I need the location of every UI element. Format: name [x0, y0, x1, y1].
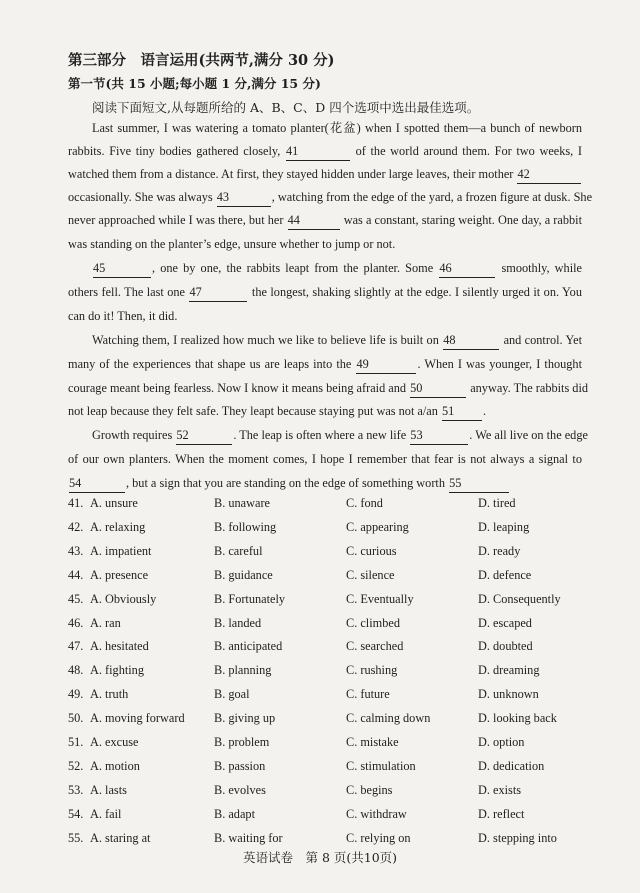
passage-line — [92, 425, 588, 445]
blank-52: 52 — [176, 428, 232, 445]
option-c: C. Eventually — [346, 591, 414, 606]
question-number: 52. — [68, 758, 84, 773]
option-b: B. problem — [214, 735, 270, 749]
passage-text: can do it! Then, it did. — [68, 309, 178, 323]
passage-line — [68, 378, 589, 398]
passage-text: the longest, shaking slightly at the edge. I silently urged it on. You — [248, 285, 582, 299]
option-d: D. option — [478, 735, 525, 749]
passage-line — [68, 141, 582, 161]
passage-text: . When I was younger, I thought — [417, 357, 582, 371]
option-d: D. reflect — [478, 806, 525, 821]
passage-text: . — [482, 404, 487, 418]
passage-text: others fell. The last one — [68, 285, 189, 299]
option-d: D. leaping — [478, 519, 530, 534]
option-row — [68, 828, 588, 848]
option-d: D. dreaming — [478, 663, 540, 678]
option-row — [68, 589, 588, 609]
option-row — [68, 804, 588, 824]
blank-49: 49 — [356, 357, 416, 374]
question-number: 45. — [68, 591, 84, 606]
blank-48: 48 — [443, 333, 499, 350]
passage-line — [68, 187, 593, 207]
option-c: C. mistake — [346, 735, 399, 749]
option-b: B. guidance — [214, 567, 273, 582]
question-number: 44. — [68, 567, 84, 582]
blank-47: 47 — [189, 285, 247, 302]
passage-text: . We all live on the edge — [469, 428, 588, 442]
option-row — [68, 541, 588, 561]
option-c: C. appearing — [346, 519, 409, 534]
option-d: D. tired — [478, 496, 516, 510]
question-number: 54. — [68, 806, 84, 821]
option-b: B. unaware — [214, 496, 270, 510]
option-d: D. dedication — [478, 758, 545, 773]
passage-line — [92, 118, 582, 138]
option-b: B. evolves — [214, 782, 266, 797]
passage-text: Growth requires — [92, 428, 176, 442]
question-number: 46. — [68, 615, 84, 630]
option-d: D. looking back — [478, 711, 557, 726]
instruction-text: 阅读下面短文,从每题所给的 A、B、C、D 四个选项中选出最佳选项。 — [92, 100, 480, 115]
option-row — [68, 756, 588, 776]
option-a: A. impatient — [90, 543, 152, 558]
option-b: B. careful — [214, 543, 263, 558]
option-b: B. landed — [214, 615, 262, 630]
option-b: B. Fortunately — [214, 591, 286, 606]
option-b: B. passion — [214, 758, 266, 773]
option-b: B. waiting for — [214, 830, 283, 845]
option-c: C. searched — [346, 639, 404, 654]
option-a: A. Obviously — [90, 591, 157, 606]
option-d: D. ready — [478, 543, 521, 558]
option-d: D. defence — [478, 567, 532, 582]
section-title: 第一节(共 15 小题;每小题 1 分,满分 15 分) — [68, 76, 321, 91]
option-a: A. truth — [90, 687, 129, 702]
option-b: B. following — [214, 519, 277, 534]
option-row — [68, 732, 588, 752]
passage-text: . The leap is often where a new life — [233, 428, 410, 442]
option-c: C. withdraw — [346, 806, 407, 821]
passage-text: Watching them, I realized how much we like to believe life is built on — [92, 333, 443, 347]
passage-text: was a constant, staring weight. One day, a rabbit — [340, 213, 582, 227]
blank-50: 50 — [410, 381, 466, 398]
passage-text: , watching from the edge of the yard, a frozen figure at dusk. She — [271, 190, 593, 204]
passage-text: never approached while I was there, but her — [68, 213, 287, 227]
option-row — [68, 708, 588, 728]
option-d: D. unknown — [478, 687, 539, 702]
option-c: C. relying on — [346, 830, 411, 845]
passage-line — [68, 164, 582, 184]
option-c: C. fond — [346, 496, 383, 510]
option-row — [68, 493, 588, 513]
option-a: A. hesitated — [90, 639, 149, 654]
passage-text: many of the experiences that shape us are leaps into the — [68, 357, 356, 371]
blank-44: 44 — [288, 213, 340, 230]
question-number: 53. — [68, 782, 84, 797]
passage-text: not leap because they felt safe. They leapt because staying put was not a/an — [68, 404, 441, 418]
option-row — [68, 660, 588, 680]
option-c: C. begins — [346, 782, 393, 797]
option-row — [68, 517, 588, 537]
option-a: A. lasts — [90, 782, 127, 797]
blank-55: 55 — [449, 476, 509, 493]
question-number: 47. — [68, 639, 84, 654]
passage-line — [92, 258, 582, 278]
option-d: D. doubted — [478, 639, 533, 654]
option-c: C. stimulation — [346, 758, 416, 773]
option-row — [68, 613, 588, 633]
option-a: A. moving forward — [90, 711, 185, 726]
passage-text: was standing on the planter’s edge, unsure whether to jump or not. — [68, 237, 396, 251]
passage-text: anyway. The rabbits did — [467, 381, 589, 395]
passage-line — [68, 473, 582, 493]
passage-text: , but a sign that you are standing on the edge of something worth — [126, 476, 449, 490]
option-row — [68, 565, 588, 585]
option-a: A. presence — [90, 567, 149, 582]
passage-line — [68, 306, 582, 326]
option-row — [68, 684, 588, 704]
option-a: A. relaxing — [90, 519, 146, 534]
option-c: C. future — [346, 687, 390, 702]
question-number: 48. — [68, 663, 84, 678]
blank-53: 53 — [410, 428, 468, 445]
passage-text: and control. Yet — [500, 333, 583, 347]
question-number: 51. — [68, 735, 84, 749]
option-row — [68, 780, 588, 800]
blank-46: 46 — [439, 261, 495, 278]
question-number: 55. — [68, 830, 84, 845]
passage-line — [92, 330, 582, 350]
passage-text: , one by one, the rabbits leapt from the planter. Some — [152, 261, 439, 275]
blank-51: 51 — [442, 404, 482, 421]
option-row — [68, 636, 588, 656]
option-c: C. silence — [346, 567, 395, 582]
blank-42: 42 — [517, 167, 581, 184]
passage-line — [68, 354, 582, 374]
option-a: A. staring at — [90, 830, 151, 845]
option-d: D. exists — [478, 782, 522, 797]
part-title: 第三部分 语言运用(共两节,满分 30 分) — [68, 52, 335, 69]
passage-text: smoothly, while — [496, 261, 582, 275]
option-d: D. escaped — [478, 615, 532, 630]
passage-text: watched them from a distance. At first, they stayed hidden under large leaves, their mother — [68, 167, 517, 181]
passage-line — [68, 282, 582, 302]
option-c: C. curious — [346, 543, 397, 558]
question-number: 42. — [68, 519, 84, 534]
blank-54: 54 — [69, 476, 125, 493]
option-a: A. unsure — [90, 496, 138, 510]
passage-line — [68, 210, 582, 230]
passage-text: occasionally. She was always — [68, 190, 216, 204]
option-a: A. motion — [90, 758, 140, 773]
passage-text: Last summer, I was watering a tomato planter(花盆) when I spotted them—a bunch of newborn — [92, 121, 582, 135]
option-b: B. goal — [214, 687, 250, 702]
blank-41: 41 — [286, 144, 350, 161]
passage-text: rabbits. Five tiny bodies gathered closely, — [68, 144, 285, 158]
option-a: A. fail — [90, 806, 122, 821]
question-number: 43. — [68, 543, 84, 558]
option-b: B. adapt — [214, 806, 255, 821]
question-number: 41. — [68, 496, 84, 510]
option-a: A. excuse — [90, 735, 139, 749]
question-number: 50. — [68, 711, 84, 726]
passage-line — [68, 449, 582, 469]
option-d: D. stepping into — [478, 830, 557, 845]
passage-line — [68, 234, 582, 254]
option-c: C. rushing — [346, 663, 398, 678]
option-b: B. anticipated — [214, 639, 283, 654]
question-number: 49. — [68, 687, 84, 702]
passage-line — [68, 401, 582, 421]
option-a: A. ran — [90, 615, 121, 630]
passage-text: courage meant being fearless. Now I know it means being afraid and — [68, 381, 410, 395]
passage-text: of our own planters. When the moment comes, I hope I remember that fear is not always a signal to — [68, 452, 582, 466]
page-footer: 英语试卷 第 8 页(共10页) — [242, 850, 398, 865]
blank-45: 45 — [93, 261, 151, 278]
option-a: A. fighting — [90, 663, 144, 678]
option-b: B. giving up — [214, 711, 276, 726]
option-c: C. calming down — [346, 711, 431, 726]
option-d: D. Consequently — [478, 591, 561, 606]
option-c: C. climbed — [346, 615, 400, 630]
blank-43: 43 — [217, 190, 271, 207]
option-b: B. planning — [214, 663, 272, 678]
passage-text: of the world around them. For two weeks, I — [350, 144, 582, 158]
